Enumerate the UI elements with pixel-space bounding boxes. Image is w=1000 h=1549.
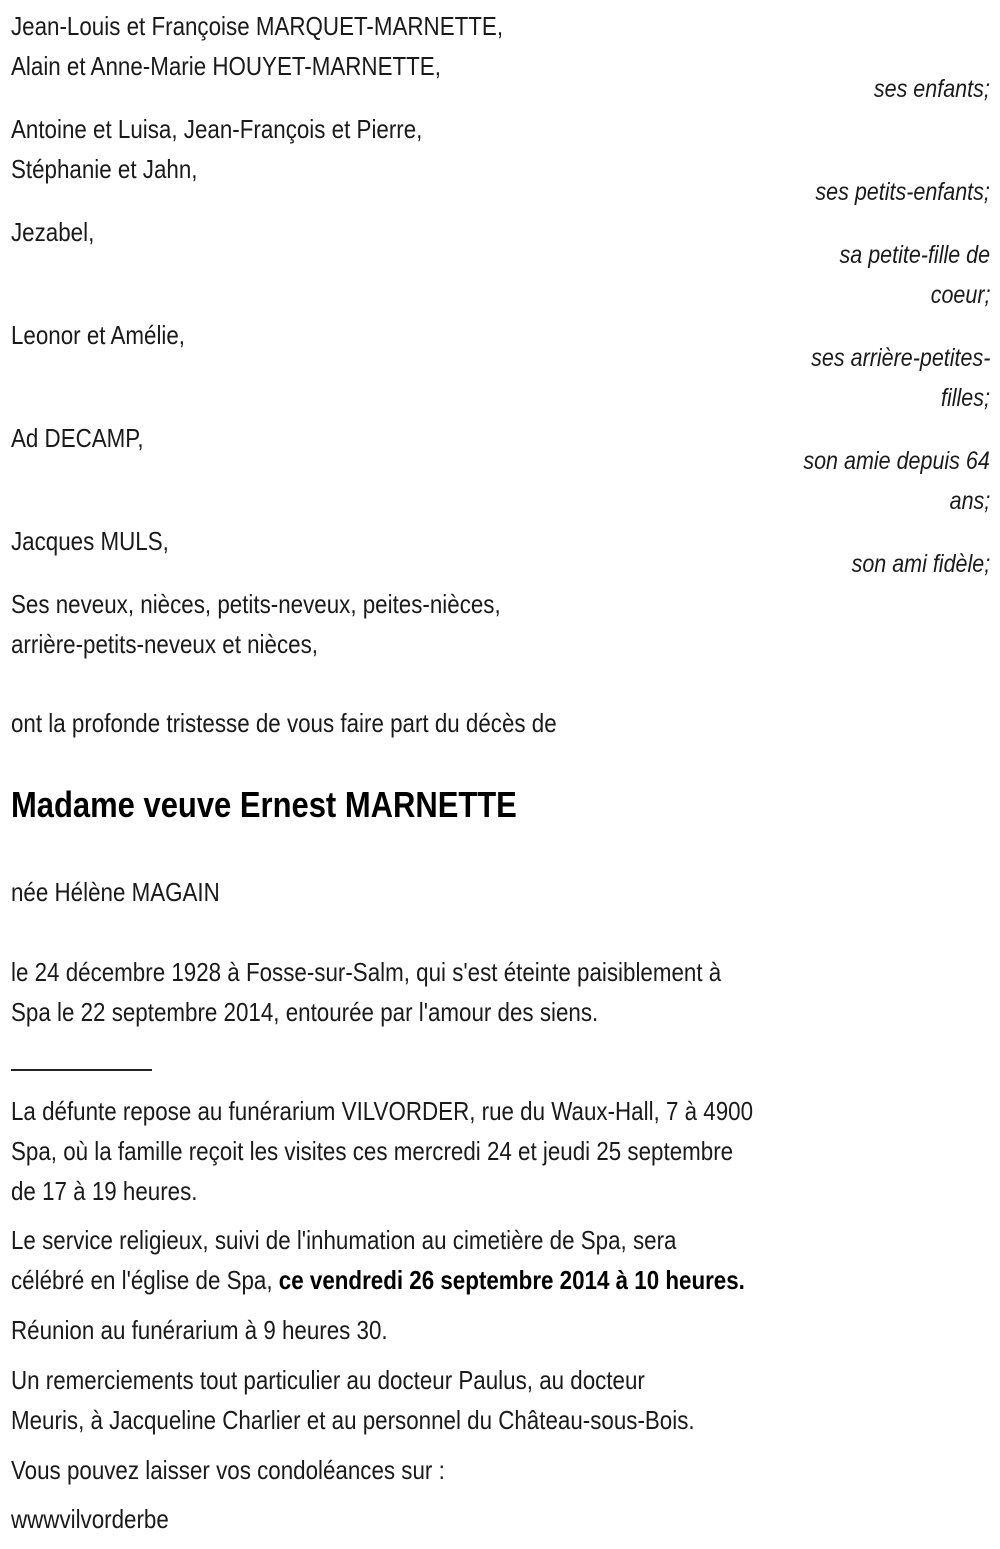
family-names-line: Jezabel, (11, 217, 95, 247)
family-relation: ses enfants; (874, 75, 990, 103)
family-names-line: Ses neveux, nièces, petits-neveux, peites-nièces, (11, 589, 501, 619)
service-line: Le service religieux, suivi de l'inhumation au cimetière de Spa, sera (11, 1225, 677, 1255)
maiden-name: née Hélène MAGAIN (11, 877, 220, 907)
family-names-line: Antoine et Luisa, Jean-François et Pierre, (11, 114, 423, 144)
family-relation: filles; (941, 384, 990, 412)
visitation-line: Spa, où la famille reçoit les visites ces mercredi 24 et jeudi 25 septembre (11, 1136, 734, 1166)
family-names-line: Ad DECAMP, (11, 423, 144, 453)
family-relation: ses petits-enfants; (815, 178, 990, 206)
announcement-text: ont la profonde tristesse de vous faire part du décès de (11, 708, 557, 738)
condolences-link[interactable]: wwwvilvorderbe (11, 1504, 169, 1534)
thanks-line: Un remerciements tout particulier au docteur Paulus, au docteur (11, 1365, 645, 1395)
family-names-line: Jacques MULS, (11, 526, 169, 556)
birth-death-line: le 24 décembre 1928 à Fosse-sur-Salm, qui s'est éteinte paisiblement à (11, 957, 722, 987)
reunion-text: Réunion au funérarium à 9 heures 30. (11, 1315, 388, 1345)
family-names-line: Alain et Anne-Marie HOUYET-MARNETTE, (11, 51, 441, 81)
service-line-prefix: célébré en l'église de Spa, (11, 1265, 279, 1295)
family-relation: ses arrière-petites- (810, 344, 990, 372)
family-relation: sa petite-fille de (839, 241, 990, 269)
family-relation: son amie depuis 64 (803, 447, 990, 475)
family-relation: ans; (949, 487, 990, 515)
divider (11, 1069, 152, 1071)
visitation-line: de 17 à 19 heures. (11, 1176, 198, 1206)
thanks-line: Meuris, à Jacqueline Charlier et au personnel du Château-sous-Bois. (11, 1405, 695, 1435)
service-date-time: ce vendredi 26 septembre 2014 à 10 heures. (278, 1265, 745, 1295)
deceased-name: Madame veuve Ernest MARNETTE (11, 784, 517, 825)
family-names-line: Stéphanie et Jahn, (11, 154, 198, 184)
visitation-line: La défunte repose au funérarium VILVORDER, rue du Waux-Hall, 7 à 4900 (11, 1096, 754, 1126)
family-relation: coeur; (930, 281, 990, 309)
family-names-line: Jean-Louis et Françoise MARQUET-MARNETTE, (11, 11, 504, 41)
family-relation: son ami fidèle; (851, 550, 990, 578)
family-names-line: arrière-petits-neveux et nièces, (11, 629, 318, 659)
condolences-label: Vous pouvez laisser vos condoléances sur : (11, 1455, 445, 1485)
service-line (11, 1265, 745, 1295)
family-names-line: Leonor et Amélie, (11, 320, 186, 350)
birth-death-line: Spa le 22 septembre 2014, entourée par l'amour des siens. (11, 997, 599, 1027)
